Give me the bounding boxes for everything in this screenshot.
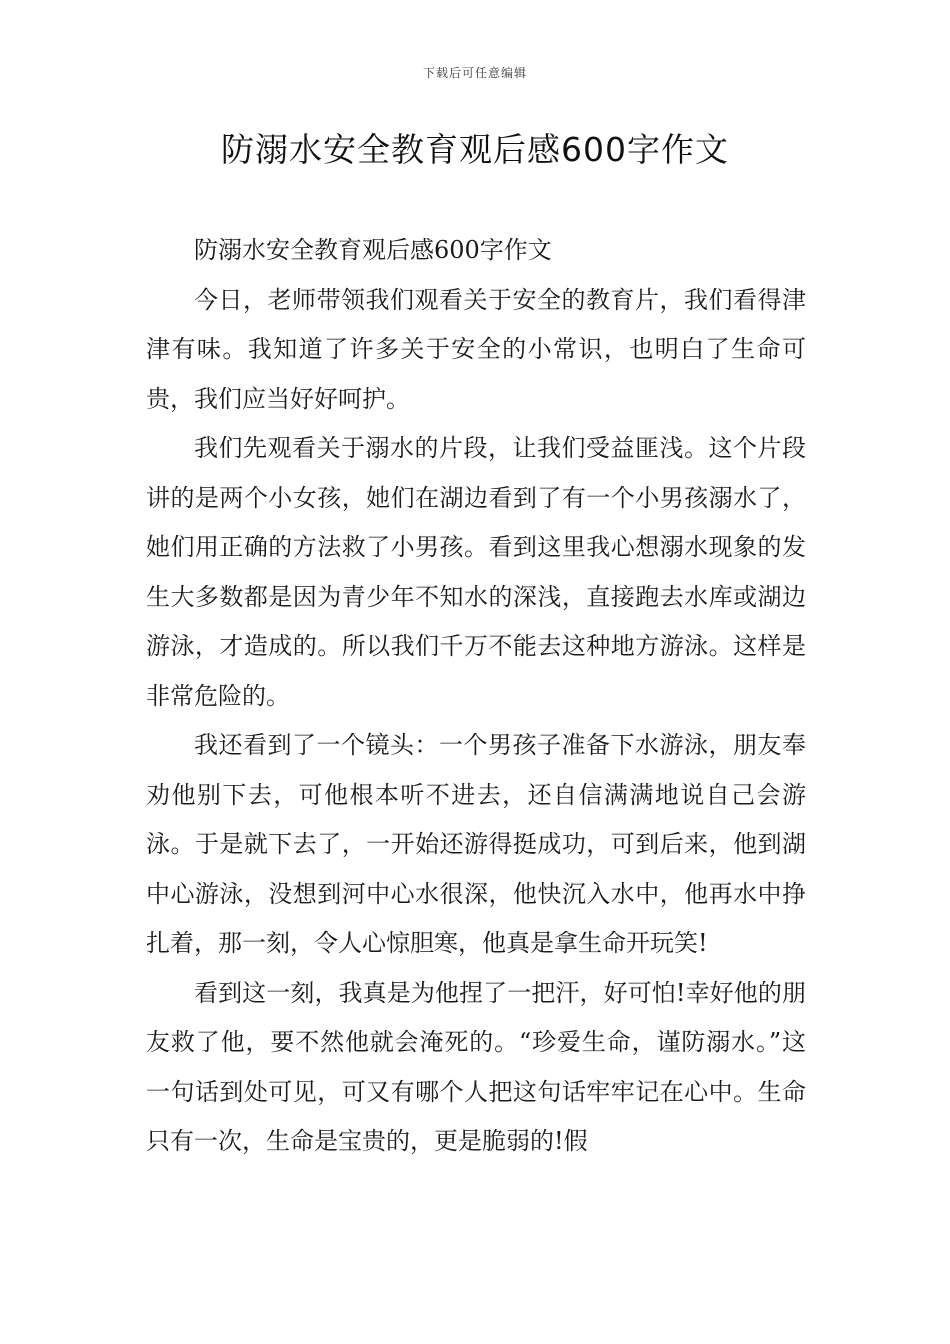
- paragraph: 看到这一刻，我真是为他捏了一把汗，好可怕!幸好他的朋友救了他，要不然他就会淹死的。“珍爱生命，谨防溺水。”这一句话到处可见，可又有哪个人把这句话牢牢记在心中。生命只有一次，生命是宝贵的，更是脆弱的!假: [146, 978, 806, 1155]
- document-title: 防溺水安全教育观后感600字作文: [221, 130, 729, 169]
- header-note: 下载后可任意编辑: [422, 66, 527, 80]
- paragraph: 我们先观看关于溺水的片段，让我们受益匪浅。这个片段讲的是两个小女孩，她们在湖边看到了有一个小男孩溺水了，她们用正确的方法救了小男孩。看到这里我心想溺水现象的发生大多数都是因为青少年不知水的深浅，直接跑去水库或湖边游泳，才造成的。所以我们千万不能去这种地方游泳。这样是非常危险的。: [146, 434, 806, 710]
- paragraph-subtitle: 防溺水安全教育观后感600字作文: [194, 236, 552, 264]
- document-body: [146, 226, 806, 1167]
- paragraph: 我还看到了一个镜头：一个男孩子准备下水游泳，朋友奉劝他别下去，可他根本听不进去，还自信满满地说自己会游泳。于是就下去了，一开始还游得挺成功，可到后来，他到湖中心游泳，没想到河中心水很深，他快沉入水中，他再水中挣扎着，那一刻，令人心惊胆寒，他真是拿生命开玩笑!: [146, 731, 806, 957]
- paragraph: 今日，老师带领我们观看关于安全的教育片，我们看得津津有味。我知道了许多关于安全的小常识，也明白了生命可贵，我们应当好好呵护。: [146, 285, 806, 413]
